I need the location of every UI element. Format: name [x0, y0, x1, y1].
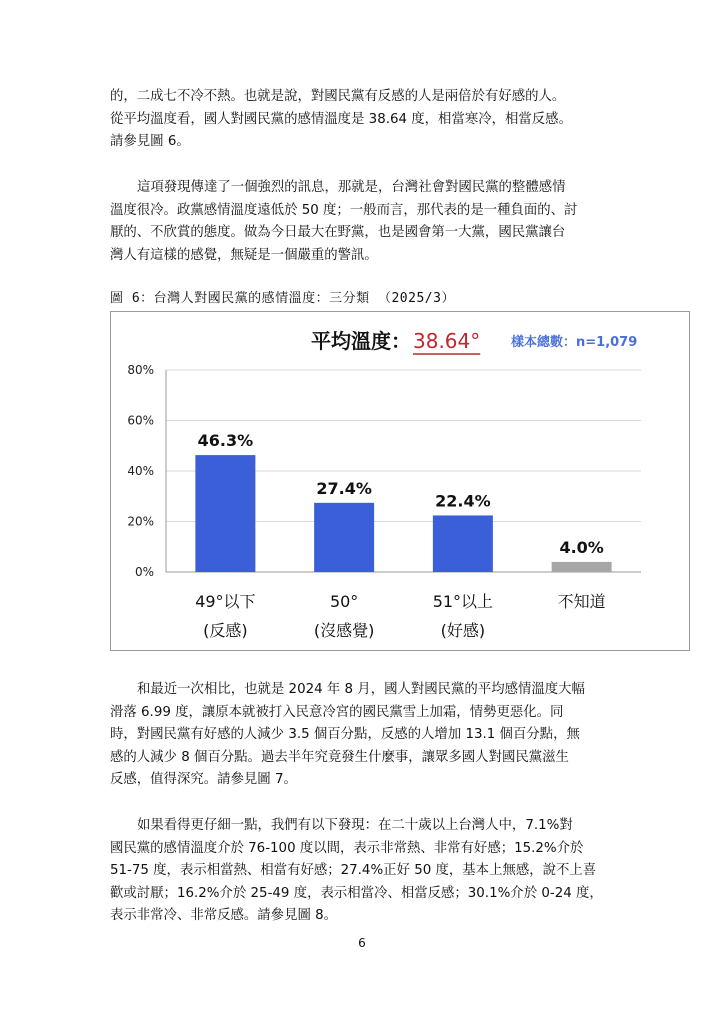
text-line: 感的人減少 8 個百分點。過去半年究竟發生什麼事，讓眾多國人對國民黨滋生 [110, 749, 569, 765]
x-tick-sublabel: (好感) [440, 621, 486, 640]
x-tick-sublabel: (反感) [203, 621, 248, 640]
x-tick-sublabel: (沒感覺) [313, 621, 375, 640]
figure-caption: 圖 6：台灣人對國民黨的感情溫度：三分類 （2025/3） [110, 291, 455, 306]
bar-value-label: 22.4% [435, 491, 491, 511]
y-tick-label: 80% [127, 363, 154, 377]
text-line: 國民黨的感情溫度介於 76-100 度以間，表示非常熱、非常有好感；15.2%介於 [110, 840, 584, 856]
bar [552, 562, 612, 572]
text-line: 這項發現傳達了一個強烈的訊息，那就是，台灣社會對國民黨的整體感情 [137, 180, 566, 195]
text-line: 反感，值得深究。請參見圖 7。 [110, 772, 297, 787]
text-line: 從平均溫度看，國人對國民黨的感情溫度是 38.64 度，相當寒冷，相當反感。 [110, 111, 572, 127]
x-tick-label: 49°以下 [195, 592, 256, 611]
x-tick-label: 不知道 [557, 592, 606, 611]
chart-title-value: 38.64° [413, 329, 481, 353]
y-tick-label: 40% [127, 464, 154, 478]
text-line: 滑落 6.99 度，讓原本就被打入民意冷宮的國民黨雪上加霜，情勢更惡化。同 [110, 704, 564, 720]
sample-size-label: 樣本總數：n=1,079 [511, 335, 638, 350]
paragraph-3 [110, 679, 616, 792]
text-line: 請參見圖 6。 [110, 134, 190, 149]
text-line: 溫度很冷。政黨感情溫度遠低於 50 度；一般而言，那代表的是一種負面的、討 [110, 202, 578, 218]
text-line: 如果看得更仔細一點，我們有以下發現：在二十歲以上台灣人中，7.1%對 [137, 818, 573, 833]
chart-figure [110, 311, 690, 651]
bar [195, 455, 255, 572]
bar-value-label: 27.4% [316, 478, 372, 498]
bar-chart [111, 312, 689, 650]
x-tick-label: 50° [329, 592, 359, 611]
paragraph-1 [110, 86, 616, 154]
text-line: 厭的、不欣賞的態度。做為今日最大在野黨，也是國會第一大黨，國民黨讓台 [110, 225, 566, 240]
bar-value-label: 46.3% [197, 431, 254, 451]
bar [433, 515, 493, 572]
text-line: 灣人有這樣的感覺，無疑是一個嚴重的警訊。 [110, 247, 378, 263]
y-tick-label: 0% [134, 565, 154, 579]
text-line: 的，二成七不冷不熱。也就是說，對國民黨有反感的人是兩倍於有好感的人。 [110, 89, 566, 104]
bar [314, 503, 374, 572]
chart-title-label: 平均溫度： [311, 329, 411, 353]
bar-value-label: 4.0% [559, 537, 604, 557]
text-line: 時，對國民黨有好感的人減少 3.5 個百分點，反感的人增加 13.1 個百分點，無 [110, 727, 580, 742]
y-tick-label: 20% [127, 514, 154, 529]
text-line: 和最近一次相比，也就是 2024 年 8 月，國人對國民黨的平均感情溫度大幅 [137, 682, 585, 697]
paragraph-2 [110, 177, 616, 267]
page-number: 6 [358, 936, 366, 950]
text-line: 歡或討厭；16.2%介於 25-49 度，表示相當冷、相當反感；30.1%介於 0-24 度， [110, 885, 603, 901]
text-line: 51-75 度，表示相當熱、相當有好感；27.4%正好 50 度，基本上無感，說不上喜 [110, 863, 597, 878]
text-line: 表示非常冷、非常反感。請參見圖 8。 [110, 908, 338, 923]
paragraph-4 [110, 815, 616, 928]
x-tick-label: 51°以上 [432, 592, 494, 611]
y-tick-label: 60% [127, 413, 154, 428]
